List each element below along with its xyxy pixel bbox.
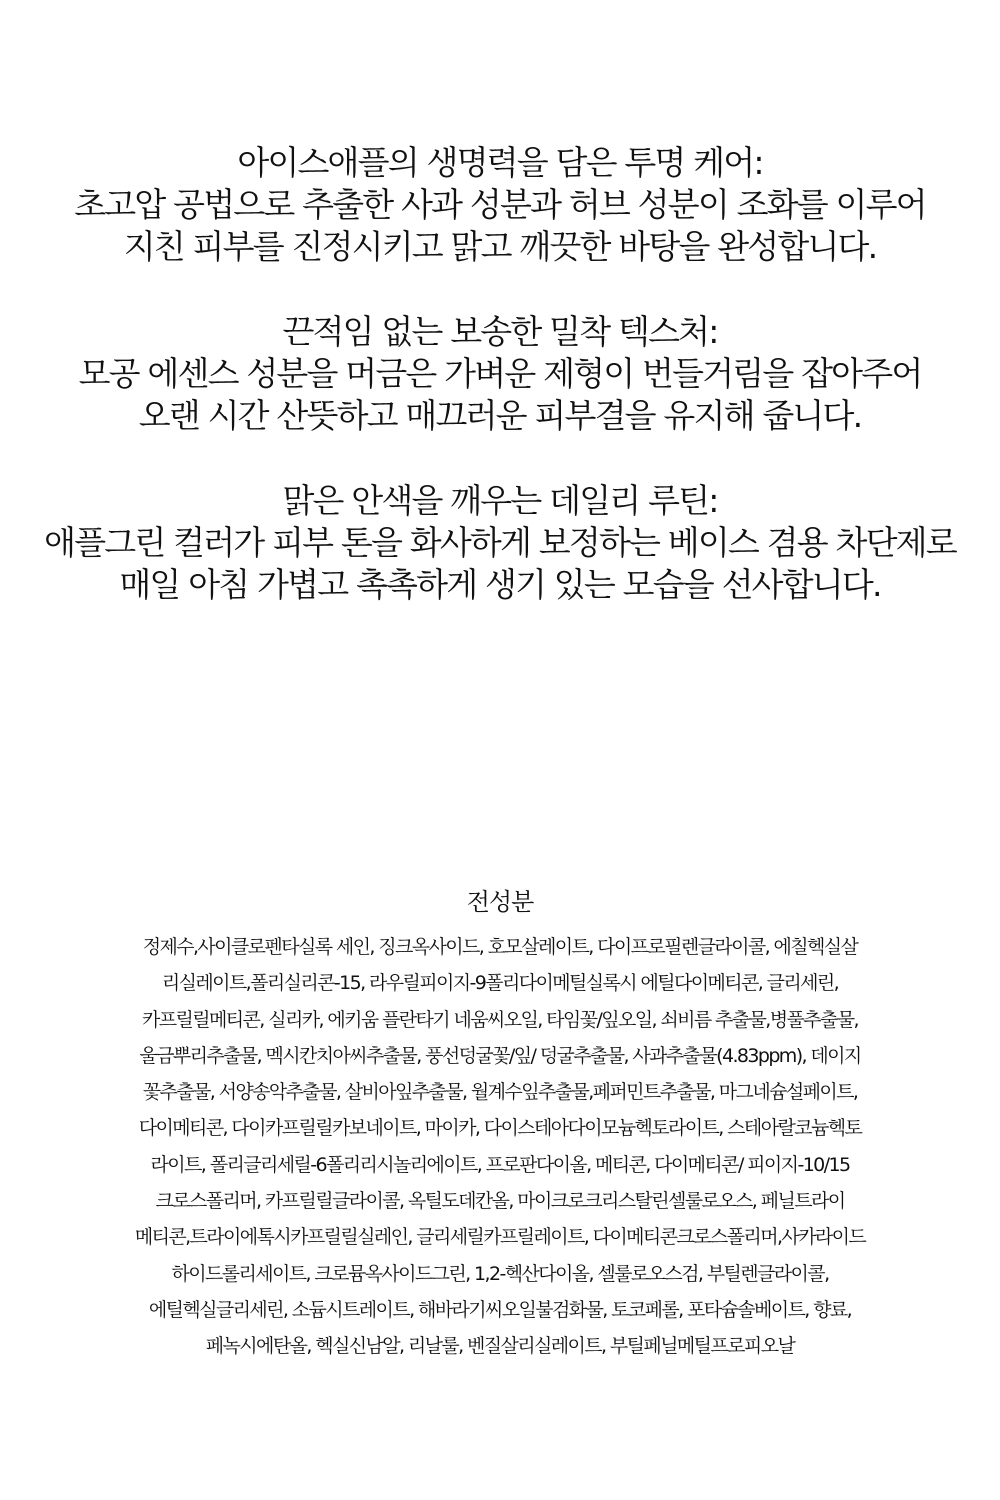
ingredients-line: 페녹시에탄올, 헥실신남알, 리날룰, 벤질살리실레이트, 부틸페닐메틸프로피오날 (205, 1335, 795, 1358)
ingredients-line: 정제수,사이클로펜타실록 세인, 징크옥사이드, 호모살레이트, 다이프로필렌글라이콜, 에칠헥실살 (142, 936, 858, 958)
ingredients-line: 에틸헥실글리세린, 소듐시트레이트, 해바라기씨오일불검화물, 토코페롤, 포타슘솔베이트, 향료, (148, 1298, 852, 1321)
ingredients-list (0, 929, 1000, 1365)
ingredients-line: 카프릴릴메티콘, 실리카, 에키움 플란타기 네움씨오일, 타임꽃/잎오일, 쇠비름 추출물,병풀추출물, (142, 1008, 858, 1031)
feature-line: 지친 피부를 진정시키고 맑고 깨끗한 바탕을 완성합니다. (123, 227, 877, 266)
product-features (0, 142, 1000, 649)
ingredients-line: 리실레이트,폴리실리콘-15, 라우릴피이지-9폴리다이메틸실록시 에틸다이메티콘, 글리세린, (161, 972, 839, 995)
ingredients-line: 울금뿌리추출물, 멕시칸치아씨추출물, 풍선덩굴꽃/잎/ 덩굴추출물, 사과추출물(4.83ppm), 데이지 (139, 1044, 861, 1067)
ingredients-title: 전성분 (466, 888, 534, 916)
feature-line: 모공 에센스 성분을 머금은 가벼운 제형이 번들거림을 잡아주어 (78, 354, 922, 393)
feature-heading: 아이스애플의 생명력을 담은 투명 케어: (237, 143, 763, 182)
feature-block (0, 311, 1000, 437)
ingredients-line: 크로스폴리머, 카프릴릴글라이콜, 옥틸도데칸올, 마이크로크리스탈린셀룰로오스, 페닐트라이 (155, 1190, 845, 1213)
feature-line: 오랜 시간 산뜻하고 매끄러운 피부결을 유지해 줍니다. (138, 396, 862, 435)
ingredients-line: 메티콘,트라이에톡시카프릴릴실레인, 글리세릴카프릴레이트, 다이메티콘크로스폴리머,사카라이드 (134, 1226, 866, 1249)
feature-block (0, 480, 1000, 606)
ingredients-line: 다이메티콘, 다이카프릴릴카보네이트, 마이카, 다이스테아다이모늄헥토라이트, 스테아랄코늄헥토 (138, 1117, 862, 1140)
feature-heading: 맑은 안색을 깨우는 데일리 루틴: (282, 481, 718, 520)
ingredients-line: 라이트, 폴리글리세릴-6폴리리시놀리에이트, 프로판다이올, 메티콘, 다이메티콘/ 피이지-10/15 (150, 1153, 850, 1176)
ingredients-line: 하이드롤리세이트, 크로뮴옥사이드그린, 1,2-헥산다이올, 셀룰로오스검, 부틸렌글라이콜, (171, 1262, 829, 1285)
feature-line: 초고압 공법으로 추출한 사과 성분과 허브 성분이 조화를 이루어 (74, 185, 926, 224)
ingredients-section (0, 885, 1000, 1365)
ingredients-line: 꽃추출물, 서양송악추출물, 살비아잎추출물, 월계수잎추출물,페퍼민트추출물, 마그네슘설페이트, (142, 1081, 858, 1104)
feature-heading: 끈적임 없는 보송한 밀착 텍스처: (282, 312, 718, 351)
feature-block (0, 142, 1000, 268)
feature-line: 매일 아침 가볍고 촉촉하게 생기 있는 모습을 선사합니다. (119, 565, 881, 604)
feature-line: 애플그린 컬러가 피부 톤을 화사하게 보정하는 베이스 겸용 차단제로 (44, 523, 956, 562)
